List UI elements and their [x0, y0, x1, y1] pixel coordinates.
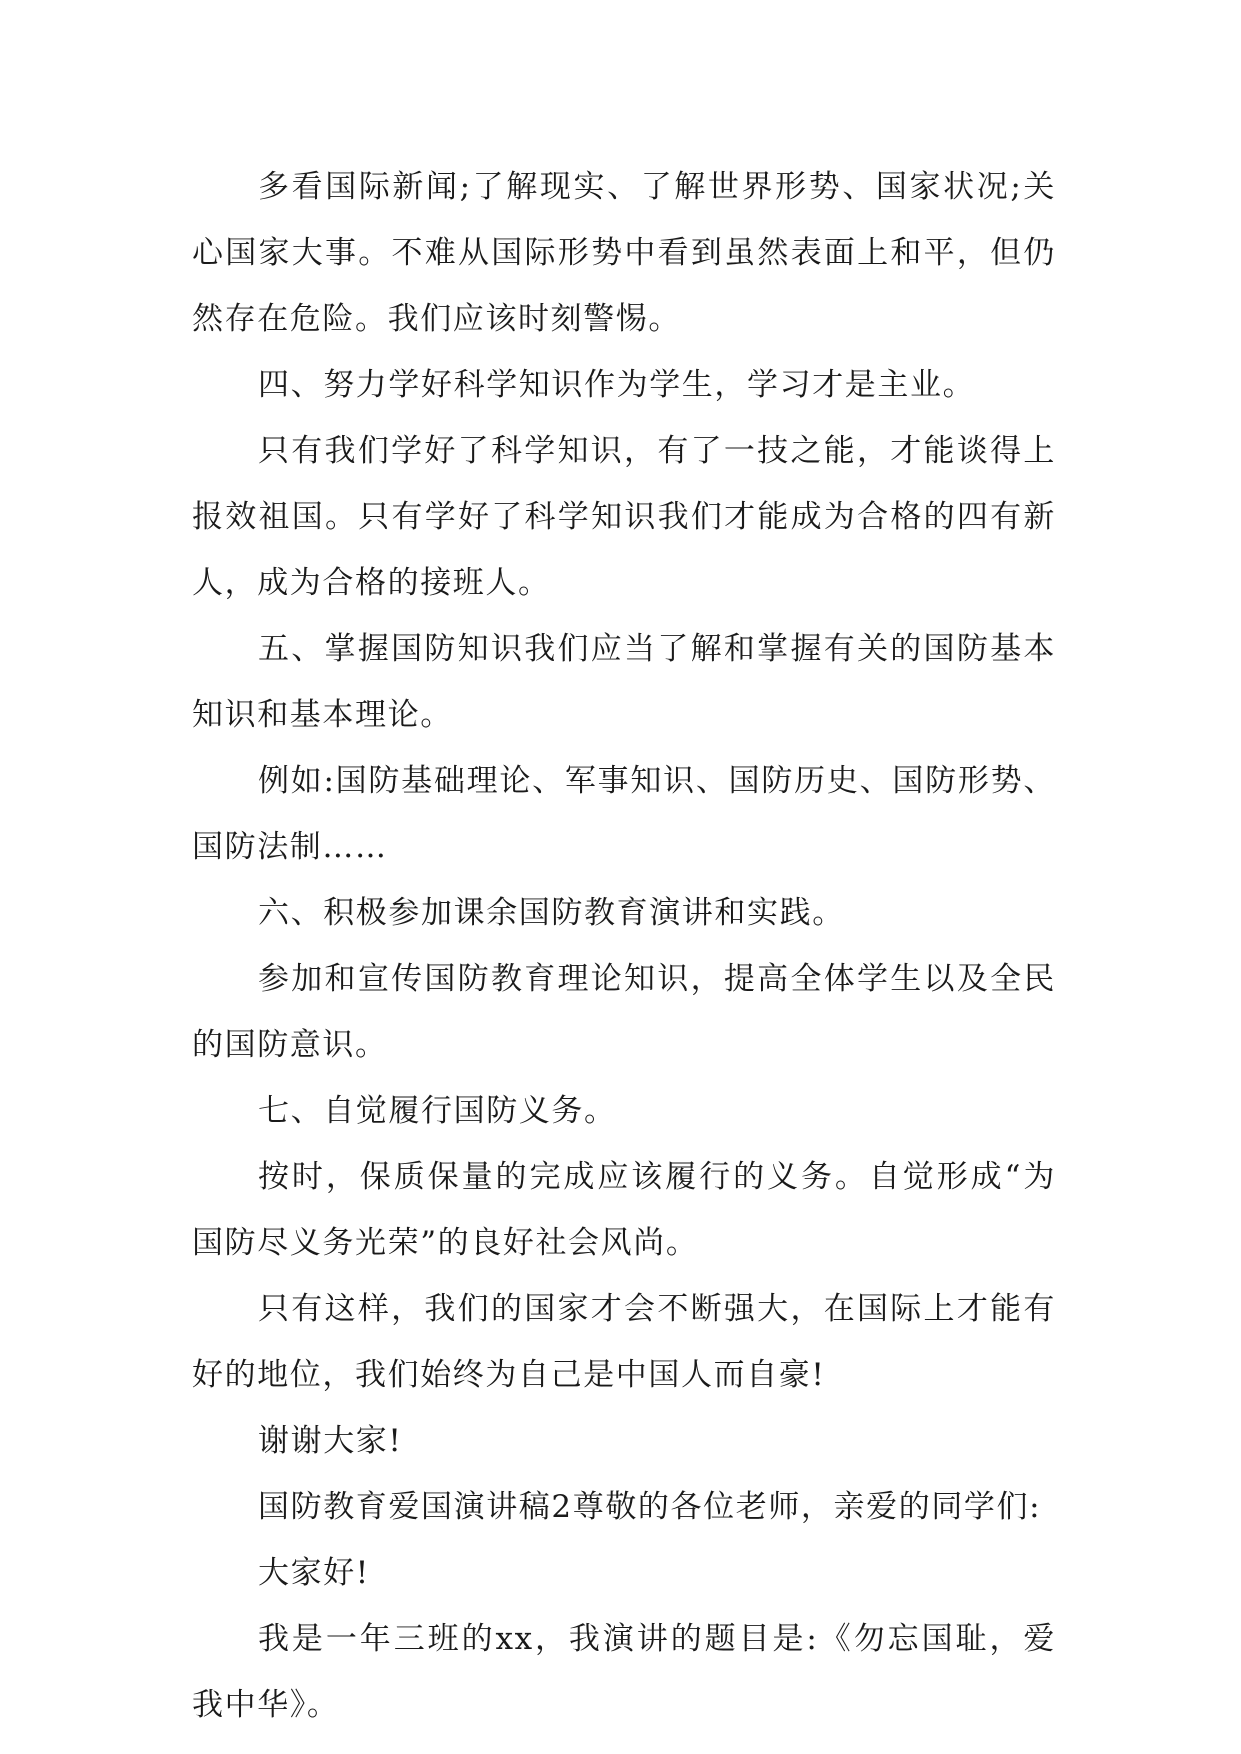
paragraph: 我是一年三班的xx，我演讲的题目是:《勿忘国耻，爱我中华》。	[192, 1621, 1056, 1723]
paragraph: 参加和宣传国防教育理论知识，提高全体学生以及全民的国防意识。	[192, 961, 1056, 1063]
paragraph: 大家好!	[258, 1555, 370, 1591]
paragraph: 五、掌握国防知识我们应当了解和掌握有关的国防基本知识和基本理论。	[192, 631, 1056, 733]
paragraph: 六、积极参加课余国防教育演讲和实践。	[258, 895, 845, 931]
paragraph: 国防教育爱国演讲稿2尊敬的各位老师，亲爱的同学们:	[258, 1489, 1042, 1525]
paragraph: 四、努力学好科学知识作为学生，学习才是主业。	[258, 367, 976, 403]
paragraph: 谢谢大家!	[258, 1423, 403, 1459]
paragraph: 只有这样，我们的国家才会不断强大，在国际上才能有好的地位，我们始终为自己是中国人而自豪!	[192, 1291, 1056, 1393]
paragraph: 多看国际新闻;了解现实、了解世界形势、国家状况;关心国家大事。不难从国际形势中看到虽然表面上和平，但仍然存在危险。我们应该时刻警惕。	[192, 169, 1056, 337]
paragraph: 例如:国防基础理论、军事知识、国防历史、国防形势、国防法制……	[192, 763, 1056, 865]
document-body	[192, 154, 1056, 1738]
paragraph: 七、自觉履行国防义务。	[258, 1093, 617, 1129]
paragraph: 按时，保质保量的完成应该履行的义务。自觉形成“为国防尽义务光荣”的良好社会风尚。	[192, 1159, 1056, 1261]
paragraph: 只有我们学好了科学知识，有了一技之能，才能谈得上报效祖国。只有学好了科学知识我们才能成为合格的四有新人，成为合格的接班人。	[192, 433, 1056, 601]
